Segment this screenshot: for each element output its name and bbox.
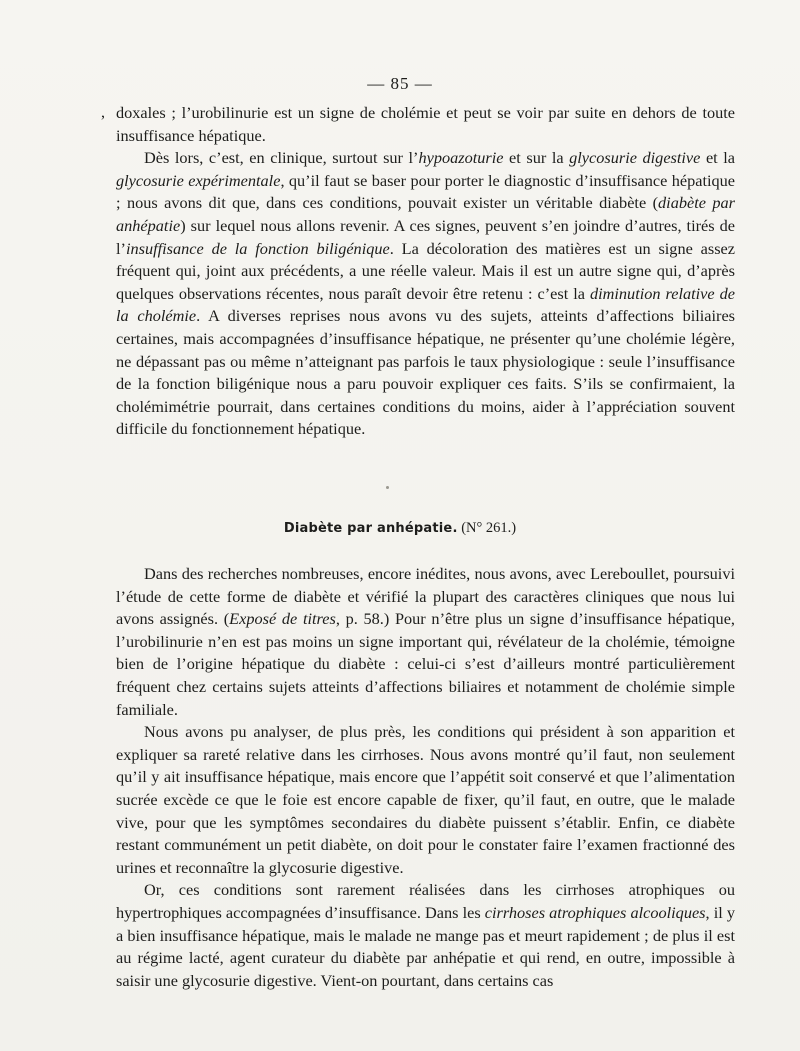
section-heading-title: Diabète par anhépatie.	[283, 521, 458, 536]
italic-text-run: diabète par anhépatie	[116, 193, 735, 235]
text-run: . La décoloration des matières est un signe assez fréquent qui, joint aux précédents, a une réelle valeur. Mais il est un autre signe qui, d’après quelques observations récentes, nous paraît devoir être retenu : c’est la	[116, 238, 735, 303]
paragraph	[116, 147, 735, 441]
margin-comma-mark: ,	[101, 104, 105, 121]
page-number: — 85 —	[367, 74, 433, 93]
italic-text-run: glycosurie digestive	[569, 148, 701, 168]
italic-text-run: hypoazoturie	[418, 148, 504, 168]
paragraph	[116, 102, 735, 147]
text-run: . A diverses reprises nous avons vu des sujets, atteints d’affections biliaires certaines, mais accompagnées d’insuffisance hépatique, ne présenter qu’une cholémie légère, ne dépassant pas ou même n’atteignant pas parfois le taux physiologique : seule l’insuffisance de la fonction biligénique nous a paru pouvoir expliquer ces faits. S’ils se confirmaient, la cholémimétrie pourrait, dans certaines conditions du moins, aider à l’appréciation souvent difficile du fonctionnement hépatique.	[116, 306, 736, 439]
text-run: , qu’il faut se baser pour porter le diagnostic d’insuffisance hépatique ; nous avons dit que, dans ces conditions, pouvait exister un véritable diabète (	[116, 170, 736, 213]
body-text-top	[116, 102, 735, 441]
body-text-bottom	[116, 563, 735, 992]
italic-text-run: insuffisance de la fonction biligénique	[125, 238, 390, 258]
text-run: Dès lors, c’est, en clinique, surtout sur l’	[144, 148, 419, 168]
paragraph	[116, 563, 735, 721]
ink-dot	[386, 486, 389, 489]
paragraph	[116, 721, 735, 879]
text-run: doxales ; l’urobilinurie est un signe de cholémie et peut se voir par suite en dehors de toute insuffisance hépatique.	[116, 103, 735, 145]
text-run: et sur la	[503, 148, 570, 168]
text-run: Or, ces conditions sont rarement réalisées dans les cirrhoses atrophiques ou hypertrophiques accompagnées d’insuffisance. Dans les	[116, 880, 735, 922]
italic-text-run: Exposé de titres	[229, 609, 336, 629]
text-run: et la	[700, 148, 736, 168]
italic-text-run: cirrhoses atrophiques alcooliques	[484, 902, 706, 922]
italic-text-run: glycosurie expérimentale	[116, 170, 281, 190]
text-run: ) sur lequel nous allons revenir. A ces signes, peuvent s’en joindre d’autres, tirés de l’	[116, 215, 735, 258]
section-heading-ref: (N° 261.)	[461, 520, 517, 536]
section-heading	[0, 520, 800, 537]
text-run: , il y a bien insuffisance hépatique, mais le malade ne mange pas et meurt rapidement ; de plus il est au régime lacté, agent curateur du diabète par anhépatie et qui rend, en outre, impossible à saisir une glycosurie digestive. Vient-on pourtant, dans certains cas	[116, 902, 735, 990]
text-run: Nous avons pu analyser, de plus près, les conditions qui président à son apparition et expliquer sa rareté relative dans les cirrhoses. Nous avons montré qu’il faut, non seulement qu’il y ait insuffisance hépatique, mais encore que l’appétit soit conservé et que l’alimentation sucrée excède ce que le foie est encore capable de fixer, qu’il faut, en outre, que le malade vive, pour que les symptômes secondaires du diabète puissent s’établir. Enfin, ce diabète restant communément un petit diabète, on doit pour le constater faire l’examen fractionné des urines et reconnaître la glycosurie digestive.	[116, 722, 735, 877]
text-run: , p. 58.) Pour n’être plus un signe d’insuffisance hépatique, l’urobilinurie n’en est pas moins un signe important qui, révélateur de la cholémie, témoigne bien de l’origine hépatique du diabète : celui-ci s’est d’ailleurs montré particulièrement fréquent chez certains sujets atteints d’affections biliaires et notamment de cholémie simple familiale.	[116, 609, 735, 719]
paragraph	[116, 879, 735, 992]
text-run: Dans des recherches nombreuses, encore inédites, nous avons, avec Lereboullet, poursuivi l’étude de cette forme de diabète et vérifié la plupart des caractères cliniques que nous lui avons assignés. (	[116, 564, 735, 629]
italic-text-run: diminution relative de la cholémie	[116, 283, 735, 326]
